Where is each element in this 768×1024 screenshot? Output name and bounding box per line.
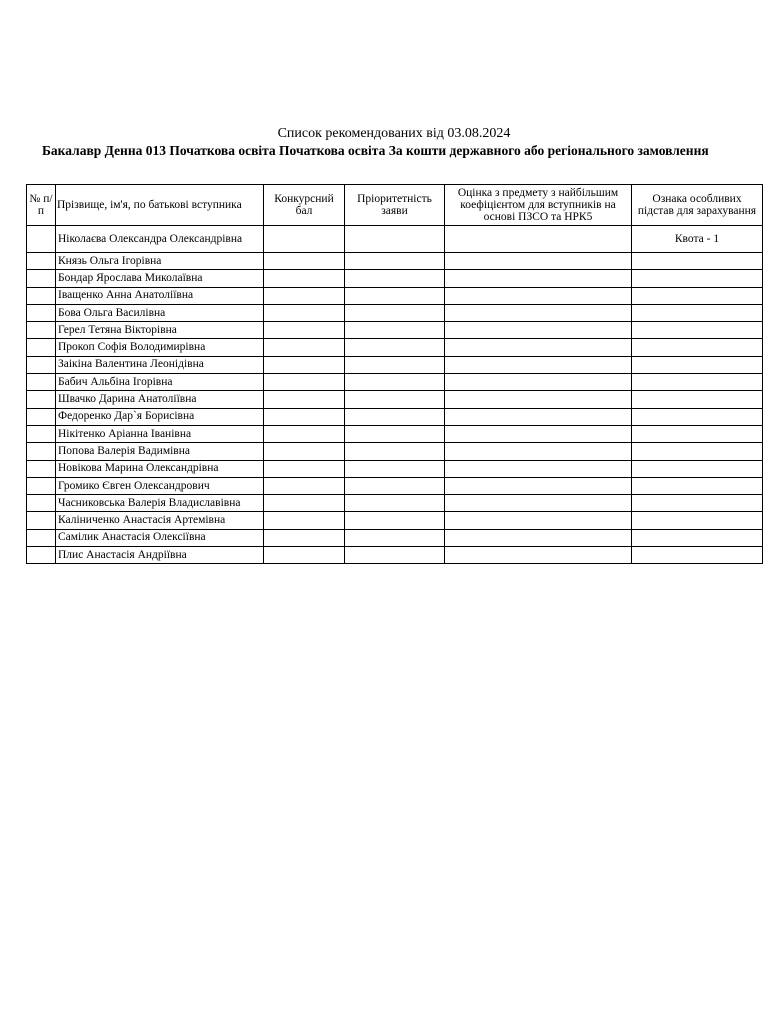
row-name-cell: Часниковська Валерія Владиславівна [56, 495, 264, 512]
row-priority-cell [345, 253, 445, 270]
row-score-cell [264, 287, 345, 304]
table-header-row [27, 185, 763, 226]
row-name-cell: Князь Ольга Ігорівна [56, 253, 264, 270]
row-score-cell [264, 460, 345, 477]
row-priority-cell [345, 512, 445, 529]
row-name-cell: Герел Тетяна Вікторівна [56, 322, 264, 339]
row-priority-cell [345, 339, 445, 356]
row-priority-cell [345, 529, 445, 546]
row-priority-cell [345, 391, 445, 408]
row-score-cell [264, 391, 345, 408]
row-number-cell [27, 253, 56, 270]
row-score-cell [264, 529, 345, 546]
row-name-cell: Нікітенко Аріанна Іванівна [56, 425, 264, 442]
row-score-cell [264, 374, 345, 391]
table-row [27, 322, 763, 339]
row-name-cell: Самілик Анастасія Олексіївна [56, 529, 264, 546]
row-number-cell [27, 226, 56, 253]
row-score-cell [264, 477, 345, 494]
table-row [27, 339, 763, 356]
row-special-grounds-cell [632, 460, 763, 477]
row-special-grounds-cell [632, 374, 763, 391]
row-subject-score-cell [445, 287, 632, 304]
row-special-grounds-cell [632, 547, 763, 564]
row-number-cell [27, 477, 56, 494]
row-subject-score-cell [445, 460, 632, 477]
table-row [27, 408, 763, 425]
table-row [27, 477, 763, 494]
row-score-cell [264, 304, 345, 321]
row-score-cell [264, 512, 345, 529]
document-title: Список рекомендованих від 03.08.2024 [277, 126, 511, 141]
header-full-name: Прізвище, ім'я, по батькові вступника [56, 185, 264, 226]
row-special-grounds-cell [632, 512, 763, 529]
row-priority-cell [345, 425, 445, 442]
row-name-cell: Прокоп Софія Володимирівна [56, 339, 264, 356]
row-score-cell [264, 339, 345, 356]
row-subject-score-cell [445, 408, 632, 425]
row-subject-score-cell [445, 391, 632, 408]
row-priority-cell [345, 287, 445, 304]
row-number-cell [27, 287, 56, 304]
row-subject-score-cell [445, 304, 632, 321]
row-name-cell: Швачко Дарина Анатоліївна [56, 391, 264, 408]
table-row [27, 356, 763, 373]
table-row [27, 529, 763, 546]
header-special-grounds: Ознака особливих підстав для зарахування [632, 185, 763, 226]
row-score-cell [264, 322, 345, 339]
row-score-cell [264, 356, 345, 373]
row-special-grounds-cell [632, 425, 763, 442]
row-special-grounds-cell [632, 529, 763, 546]
row-name-cell: Бабич Альбіна Ігорівна [56, 374, 264, 391]
row-number-cell [27, 391, 56, 408]
row-name-cell: Бондар Ярослава Миколаївна [56, 270, 264, 287]
row-priority-cell [345, 547, 445, 564]
row-priority-cell [345, 226, 445, 253]
row-subject-score-cell [445, 339, 632, 356]
row-score-cell [264, 495, 345, 512]
row-special-grounds-cell: Квота - 1 [632, 226, 763, 253]
row-name-cell: Бова Ольга Василівна [56, 304, 264, 321]
row-special-grounds-cell [632, 356, 763, 373]
row-subject-score-cell [445, 270, 632, 287]
row-number-cell [27, 443, 56, 460]
row-number-cell [27, 304, 56, 321]
row-special-grounds-cell [632, 408, 763, 425]
row-special-grounds-cell [632, 322, 763, 339]
document-subtitle: Бакалавр Денна 013 Початкова освіта Початкова освіта За кошти державного або регіонального замовлення [42, 143, 709, 158]
row-subject-score-cell [445, 547, 632, 564]
table-row [27, 253, 763, 270]
table-row [27, 425, 763, 442]
row-special-grounds-cell [632, 270, 763, 287]
row-name-cell: Плис Анастасія Андріївна [56, 547, 264, 564]
row-subject-score-cell [445, 425, 632, 442]
row-number-cell [27, 374, 56, 391]
row-priority-cell [345, 374, 445, 391]
row-number-cell [27, 460, 56, 477]
row-name-cell: Громико Євген Олександрович [56, 477, 264, 494]
row-number-cell [27, 339, 56, 356]
row-priority-cell [345, 460, 445, 477]
row-score-cell [264, 253, 345, 270]
row-name-cell: Новікова Марина Олександрівна [56, 460, 264, 477]
row-number-cell [27, 322, 56, 339]
row-number-cell [27, 270, 56, 287]
table-row [27, 512, 763, 529]
row-score-cell [264, 408, 345, 425]
row-name-cell: Іващенко Анна Анатоліївна [56, 287, 264, 304]
row-priority-cell [345, 304, 445, 321]
table-row [27, 270, 763, 287]
row-name-cell: Заікіна Валентина Леонідівна [56, 356, 264, 373]
row-number-cell [27, 408, 56, 425]
row-number-cell [27, 356, 56, 373]
row-special-grounds-cell [632, 477, 763, 494]
row-subject-score-cell [445, 443, 632, 460]
table-row [27, 460, 763, 477]
row-score-cell [264, 270, 345, 287]
row-special-grounds-cell [632, 495, 763, 512]
table-row [27, 547, 763, 564]
table-row [27, 443, 763, 460]
row-subject-score-cell [445, 477, 632, 494]
row-special-grounds-cell [632, 304, 763, 321]
header-subject-score: Оцінка з предмету з найбільшим коефіцієнтом для вступників на основі ПЗСО та НРК5 [445, 185, 632, 226]
row-subject-score-cell [445, 253, 632, 270]
row-subject-score-cell [445, 529, 632, 546]
row-subject-score-cell [445, 356, 632, 373]
table-row [27, 391, 763, 408]
row-subject-score-cell [445, 226, 632, 253]
row-number-cell [27, 547, 56, 564]
row-priority-cell [345, 270, 445, 287]
header-application-priority: Пріоритетність заяви [345, 185, 445, 226]
row-number-cell [27, 529, 56, 546]
row-name-cell: Ніколаєва Олександра Олександрівна [56, 226, 264, 253]
header-number: № п/п [27, 185, 56, 226]
row-subject-score-cell [445, 495, 632, 512]
table-row [27, 495, 763, 512]
row-priority-cell [345, 443, 445, 460]
row-subject-score-cell [445, 374, 632, 391]
row-special-grounds-cell [632, 391, 763, 408]
row-special-grounds-cell [632, 339, 763, 356]
row-name-cell: Федоренко Дар`я Борисівна [56, 408, 264, 425]
row-score-cell [264, 425, 345, 442]
row-subject-score-cell [445, 322, 632, 339]
table-row [27, 226, 763, 253]
row-special-grounds-cell [632, 443, 763, 460]
row-special-grounds-cell [632, 253, 763, 270]
row-number-cell [27, 512, 56, 529]
row-priority-cell [345, 408, 445, 425]
row-score-cell [264, 547, 345, 564]
header-competitive-score: Конкурсний бал [264, 185, 345, 226]
row-number-cell [27, 425, 56, 442]
row-name-cell: Попова Валерія Вадимівна [56, 443, 264, 460]
row-priority-cell [345, 322, 445, 339]
table-row [27, 374, 763, 391]
row-priority-cell [345, 477, 445, 494]
table-row [27, 304, 763, 321]
row-priority-cell [345, 495, 445, 512]
row-score-cell [264, 226, 345, 253]
row-subject-score-cell [445, 512, 632, 529]
table-row [27, 287, 763, 304]
row-special-grounds-cell [632, 287, 763, 304]
row-number-cell [27, 495, 56, 512]
row-score-cell [264, 443, 345, 460]
recommended-list-table [26, 184, 763, 564]
row-priority-cell [345, 356, 445, 373]
row-name-cell: Каліниченко Анастасія Артемівна [56, 512, 264, 529]
